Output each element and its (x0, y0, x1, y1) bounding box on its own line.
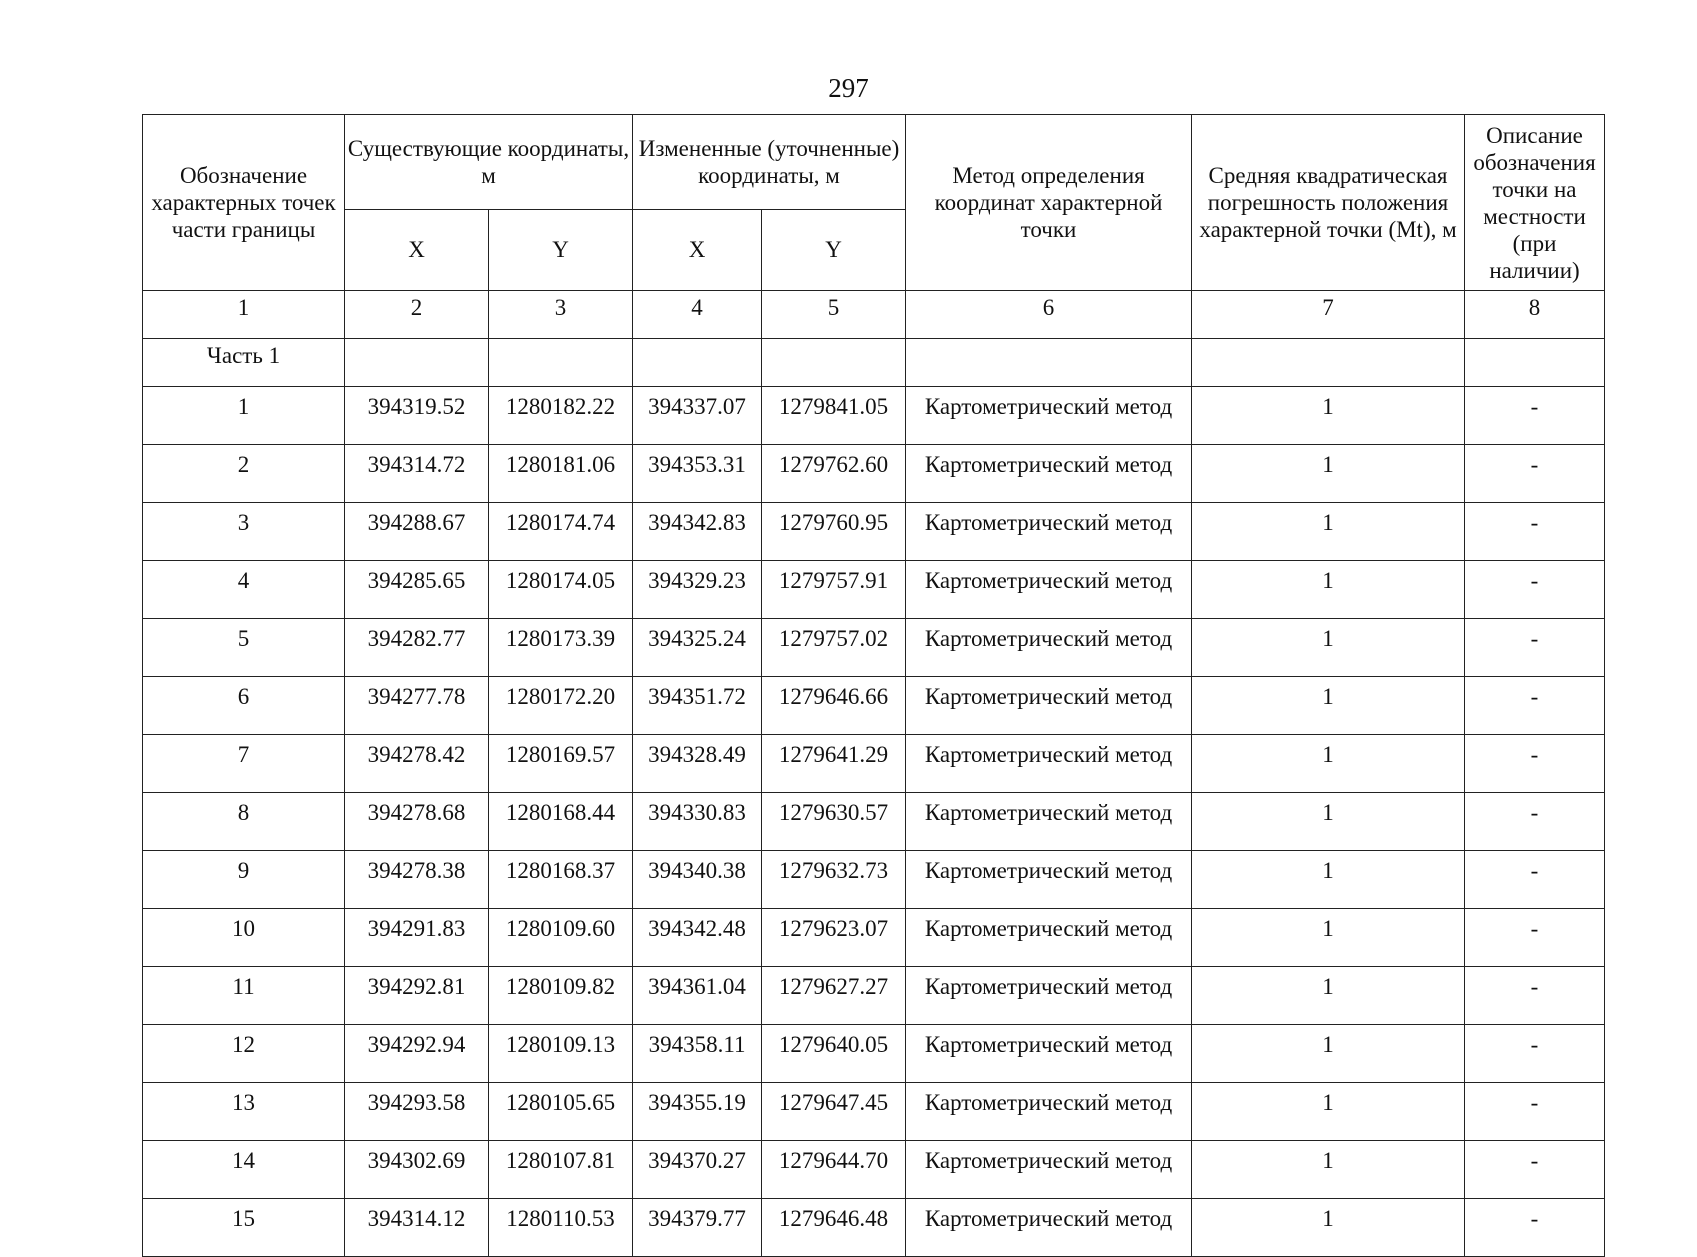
existing-x-value: 394285.65 (345, 561, 489, 619)
existing-y-value: 1280109.13 (489, 1025, 633, 1083)
column-number: 2 (345, 291, 489, 339)
changed-x-value: 394379.77 (633, 1199, 762, 1257)
method-value: Картометрический метод (906, 793, 1192, 851)
changed-y-value: 1279757.91 (762, 561, 906, 619)
header-existing-x: X (345, 210, 489, 291)
point-number: 2 (143, 445, 345, 503)
changed-x-value: 394361.04 (633, 967, 762, 1025)
error-value: 1 (1192, 967, 1465, 1025)
changed-x-value: 394328.49 (633, 735, 762, 793)
method-value: Картометрический метод (906, 1141, 1192, 1199)
existing-x-value: 394288.67 (345, 503, 489, 561)
existing-y-value: 1280107.81 (489, 1141, 633, 1199)
column-number: 7 (1192, 291, 1465, 339)
method-value: Картометрический метод (906, 909, 1192, 967)
existing-y-value: 1280169.57 (489, 735, 633, 793)
point-number: 7 (143, 735, 345, 793)
empty-cell (1192, 339, 1465, 387)
description-value: - (1465, 909, 1605, 967)
table-row (143, 735, 1605, 793)
existing-y-value: 1280168.44 (489, 793, 633, 851)
error-value: 1 (1192, 1199, 1465, 1257)
column-number: 6 (906, 291, 1192, 339)
existing-x-value: 394293.58 (345, 1083, 489, 1141)
changed-y-value: 1279623.07 (762, 909, 906, 967)
existing-y-value: 1280173.39 (489, 619, 633, 677)
error-value: 1 (1192, 677, 1465, 735)
existing-x-value: 394278.68 (345, 793, 489, 851)
header-description: Описание обозначения точки на местности (при наличии) (1465, 115, 1605, 291)
description-value: - (1465, 1141, 1605, 1199)
changed-x-value: 394329.23 (633, 561, 762, 619)
changed-x-value: 394355.19 (633, 1083, 762, 1141)
empty-cell (762, 339, 906, 387)
point-number: 9 (143, 851, 345, 909)
description-value: - (1465, 445, 1605, 503)
changed-y-value: 1279646.48 (762, 1199, 906, 1257)
table-row (143, 1083, 1605, 1141)
existing-x-value: 394314.12 (345, 1199, 489, 1257)
header-existing-coordinates: Существующие координаты, м (345, 115, 633, 210)
header-changed-y: Y (762, 210, 906, 291)
coordinates-table (142, 114, 1605, 1257)
table-row (143, 1141, 1605, 1199)
method-value: Картометрический метод (906, 851, 1192, 909)
table-row (143, 387, 1605, 445)
changed-y-value: 1279757.02 (762, 619, 906, 677)
point-number: 13 (143, 1083, 345, 1141)
existing-x-value: 394291.83 (345, 909, 489, 967)
changed-y-value: 1279646.66 (762, 677, 906, 735)
changed-x-value: 394370.27 (633, 1141, 762, 1199)
error-value: 1 (1192, 735, 1465, 793)
point-number: 1 (143, 387, 345, 445)
table-row (143, 1199, 1605, 1257)
page-number: 297 (828, 73, 869, 103)
changed-y-value: 1279627.27 (762, 967, 906, 1025)
method-value: Картометрический метод (906, 503, 1192, 561)
part-label: Часть 1 (143, 339, 345, 387)
empty-cell (345, 339, 489, 387)
changed-x-value: 394342.48 (633, 909, 762, 967)
existing-x-value: 394278.42 (345, 735, 489, 793)
changed-x-value: 394325.24 (633, 619, 762, 677)
part-row (143, 339, 1605, 387)
changed-y-value: 1279841.05 (762, 387, 906, 445)
method-value: Картометрический метод (906, 387, 1192, 445)
point-number: 15 (143, 1199, 345, 1257)
point-number: 12 (143, 1025, 345, 1083)
header-point-designation: Обозначение характерных точек части границы (143, 115, 345, 291)
empty-cell (633, 339, 762, 387)
table-row (143, 793, 1605, 851)
error-value: 1 (1192, 851, 1465, 909)
table-row (143, 561, 1605, 619)
existing-x-value: 394302.69 (345, 1141, 489, 1199)
table-row (143, 967, 1605, 1025)
changed-x-value: 394353.31 (633, 445, 762, 503)
error-value: 1 (1192, 909, 1465, 967)
description-value: - (1465, 503, 1605, 561)
method-value: Картометрический метод (906, 967, 1192, 1025)
table-row (143, 677, 1605, 735)
description-value: - (1465, 967, 1605, 1025)
existing-y-value: 1280109.60 (489, 909, 633, 967)
point-number: 10 (143, 909, 345, 967)
error-value: 1 (1192, 561, 1465, 619)
point-number: 14 (143, 1141, 345, 1199)
table-row (143, 445, 1605, 503)
description-value: - (1465, 1199, 1605, 1257)
header-changed-coordinates: Измененные (уточненные) координаты, м (633, 115, 906, 210)
empty-cell (906, 339, 1192, 387)
method-value: Картометрический метод (906, 735, 1192, 793)
error-value: 1 (1192, 619, 1465, 677)
point-number: 6 (143, 677, 345, 735)
header-existing-y: Y (489, 210, 633, 291)
error-value: 1 (1192, 445, 1465, 503)
error-value: 1 (1192, 1141, 1465, 1199)
error-value: 1 (1192, 503, 1465, 561)
existing-y-value: 1280109.82 (489, 967, 633, 1025)
changed-y-value: 1279641.29 (762, 735, 906, 793)
column-number: 8 (1465, 291, 1605, 339)
point-number: 11 (143, 967, 345, 1025)
changed-y-value: 1279760.95 (762, 503, 906, 561)
point-number: 4 (143, 561, 345, 619)
existing-y-value: 1280168.37 (489, 851, 633, 909)
description-value: - (1465, 619, 1605, 677)
changed-x-value: 394330.83 (633, 793, 762, 851)
changed-y-value: 1279640.05 (762, 1025, 906, 1083)
description-value: - (1465, 793, 1605, 851)
description-value: - (1465, 851, 1605, 909)
error-value: 1 (1192, 387, 1465, 445)
existing-y-value: 1280174.05 (489, 561, 633, 619)
method-value: Картометрический метод (906, 561, 1192, 619)
existing-x-value: 394314.72 (345, 445, 489, 503)
table-row (143, 503, 1605, 561)
description-value: - (1465, 561, 1605, 619)
column-number-row (143, 291, 1605, 339)
existing-x-value: 394292.81 (345, 967, 489, 1025)
existing-y-value: 1280172.20 (489, 677, 633, 735)
changed-y-value: 1279647.45 (762, 1083, 906, 1141)
changed-x-value: 394358.11 (633, 1025, 762, 1083)
method-value: Картометрический метод (906, 1199, 1192, 1257)
method-value: Картометрический метод (906, 1083, 1192, 1141)
existing-y-value: 1280181.06 (489, 445, 633, 503)
header-mean-square-error: Средняя квадратическая погрешность положения характерной точки (Mt), м (1192, 115, 1465, 291)
changed-y-value: 1279762.60 (762, 445, 906, 503)
error-value: 1 (1192, 793, 1465, 851)
error-value: 1 (1192, 1025, 1465, 1083)
error-value: 1 (1192, 1083, 1465, 1141)
changed-y-value: 1279644.70 (762, 1141, 906, 1199)
existing-y-value: 1280105.65 (489, 1083, 633, 1141)
point-number: 5 (143, 619, 345, 677)
description-value: - (1465, 677, 1605, 735)
changed-x-value: 394340.38 (633, 851, 762, 909)
method-value: Картометрический метод (906, 445, 1192, 503)
changed-y-value: 1279632.73 (762, 851, 906, 909)
changed-x-value: 394342.83 (633, 503, 762, 561)
table-row (143, 619, 1605, 677)
table-row (143, 851, 1605, 909)
existing-y-value: 1280110.53 (489, 1199, 633, 1257)
column-number: 5 (762, 291, 906, 339)
changed-x-value: 394337.07 (633, 387, 762, 445)
existing-y-value: 1280182.22 (489, 387, 633, 445)
changed-x-value: 394351.72 (633, 677, 762, 735)
column-number: 4 (633, 291, 762, 339)
existing-y-value: 1280174.74 (489, 503, 633, 561)
column-number: 1 (143, 291, 345, 339)
description-value: - (1465, 1025, 1605, 1083)
existing-x-value: 394278.38 (345, 851, 489, 909)
table-row (143, 909, 1605, 967)
existing-x-value: 394292.94 (345, 1025, 489, 1083)
method-value: Картометрический метод (906, 677, 1192, 735)
description-value: - (1465, 1083, 1605, 1141)
description-value: - (1465, 387, 1605, 445)
header-method: Метод определения координат характерной точки (906, 115, 1192, 291)
header-row (143, 115, 1605, 210)
column-number: 3 (489, 291, 633, 339)
empty-cell (1465, 339, 1605, 387)
description-value: - (1465, 735, 1605, 793)
existing-x-value: 394277.78 (345, 677, 489, 735)
existing-x-value: 394319.52 (345, 387, 489, 445)
point-number: 8 (143, 793, 345, 851)
point-number: 3 (143, 503, 345, 561)
table-row (143, 1025, 1605, 1083)
method-value: Картометрический метод (906, 1025, 1192, 1083)
existing-x-value: 394282.77 (345, 619, 489, 677)
header-changed-x: X (633, 210, 762, 291)
empty-cell (489, 339, 633, 387)
method-value: Картометрический метод (906, 619, 1192, 677)
changed-y-value: 1279630.57 (762, 793, 906, 851)
